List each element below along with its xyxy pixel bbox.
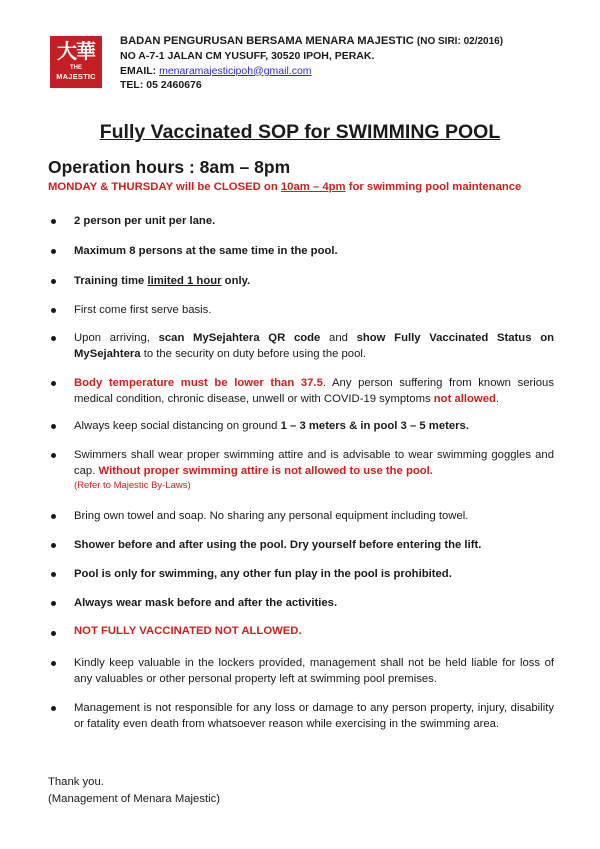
bullet-icon [51,514,56,519]
operation-hours: Operation hours : 8am – 8pm [48,157,291,177]
rule-text [74,418,554,434]
rule-part: to the security on duty before using the pool. [140,348,367,360]
bullet-icon [51,661,56,666]
bullet-icon [51,543,56,548]
bullet-icon [51,219,56,224]
telephone: TEL: 05 2460676 [120,79,202,91]
rule-part: (Refer to Majestic By-Laws) [74,480,191,491]
closure-post: for swimming pool maintenance [345,181,522,193]
org-name: BADAN PENGURUSAN BERSAMA MENARA MAJESTIC [120,35,414,47]
rule-text: Shower before and after using the pool. Dry yourself before entering the lift. [74,539,482,551]
rule-text: NOT FULLY VACCINATED NOT ALLOWED. [74,625,302,637]
signoff-block [48,774,220,808]
rule-text [74,375,554,407]
rule-part: show Fully Vaccinated Status on MySejahtera [74,332,554,360]
bullet-icon [51,336,56,341]
majestic-logo [50,36,102,88]
letterhead-info [120,34,580,93]
bullet-icon [51,424,56,429]
title-text: Fully Vaccinated SOP for SWIMMING POOL [99,121,501,143]
page-title [0,120,600,144]
rule-part: . Any person suffering from known serious medical condition, chronic disease, unwell or with COVID-19 symptoms [74,377,554,405]
rule-text [74,273,554,289]
letterhead [50,34,570,94]
rule-text: 2 person per unit per lane. [74,215,216,227]
rule-part: not allowed [433,393,496,405]
logo-the-text: THE [70,65,82,71]
rule-text: Pool is only for swimming, any other fun play in the pool is prohibited. [74,568,452,580]
rule-part: and [320,332,357,344]
email-link[interactable]: menaramajesticipoh@gmail.com [159,64,312,77]
rule-text [74,447,554,493]
closure-time: 10am – 4pm [280,181,346,193]
bullet-icon [51,381,56,386]
rule-text: Bring own towel and soap. No sharing any personal equipment including towel. [74,510,469,522]
rule-part: Body temperature must be lower than 37.5 [74,377,323,389]
bullet-icon [51,631,56,636]
rule-part: 1 – 3 meters & in pool 3 – 5 meters. [280,420,469,432]
bullet-icon [51,279,56,284]
email-line [120,64,580,79]
thank-you-text: Thank you. [48,776,104,788]
logo-name-text: MAJESTIC [56,72,96,81]
rule-text: First come first serve basis. [74,304,212,316]
rule-part: Training time [74,275,148,287]
rule-part: limited 1 hour [147,275,222,287]
rule-part: Always keep social distancing on ground [74,420,281,432]
rule-text: Always wear mask before and after the activities. [74,597,338,609]
rule-part: . [495,393,500,405]
org-line [120,34,580,49]
rule-text: Maximum 8 persons at the same time in the pool. [74,245,338,257]
rule-text: Kindly keep valuable in the lockers provided, management shall not be held liable for loss of any valuables or other personal property left at swimming pool premises. [74,657,554,685]
closure-pre: MONDAY & THURSDAY will be CLOSED on [48,181,281,193]
bullet-icon [51,249,56,254]
address: NO A-7-1 JALAN CM YUSUFF, 30520 IPOH, PERAK. [120,50,375,62]
bullet-icon [51,706,56,711]
rule-part: only. [221,275,251,287]
rule-part: scan MySejahtera QR code [158,332,321,344]
email-label: EMAIL: [120,64,160,77]
rule-text: Management is not responsible for any loss or damage to any person property, injury, disability or fatality even death from whatsoever reason while exercising in the swimming area. [74,702,554,730]
signoff-text: (Management of Menara Majestic) [48,793,221,805]
bullet-icon [51,453,56,458]
closure-notice [48,180,521,195]
bullet-icon [51,601,56,606]
serial-number: (NO SIRI: 02/2016) [416,36,504,47]
bullet-icon [51,308,56,313]
logo-cjk-text: 大華 [57,39,95,63]
rule-part: Upon arriving, [74,332,159,344]
rule-part: Without proper swimming attire is not allowed to use the pool. [98,465,433,477]
bullet-icon [51,572,56,577]
rule-part: Swimmers shall wear proper swimming attire and is advisable to wear swimming goggles and cap. [74,449,554,477]
rule-text [74,330,554,362]
